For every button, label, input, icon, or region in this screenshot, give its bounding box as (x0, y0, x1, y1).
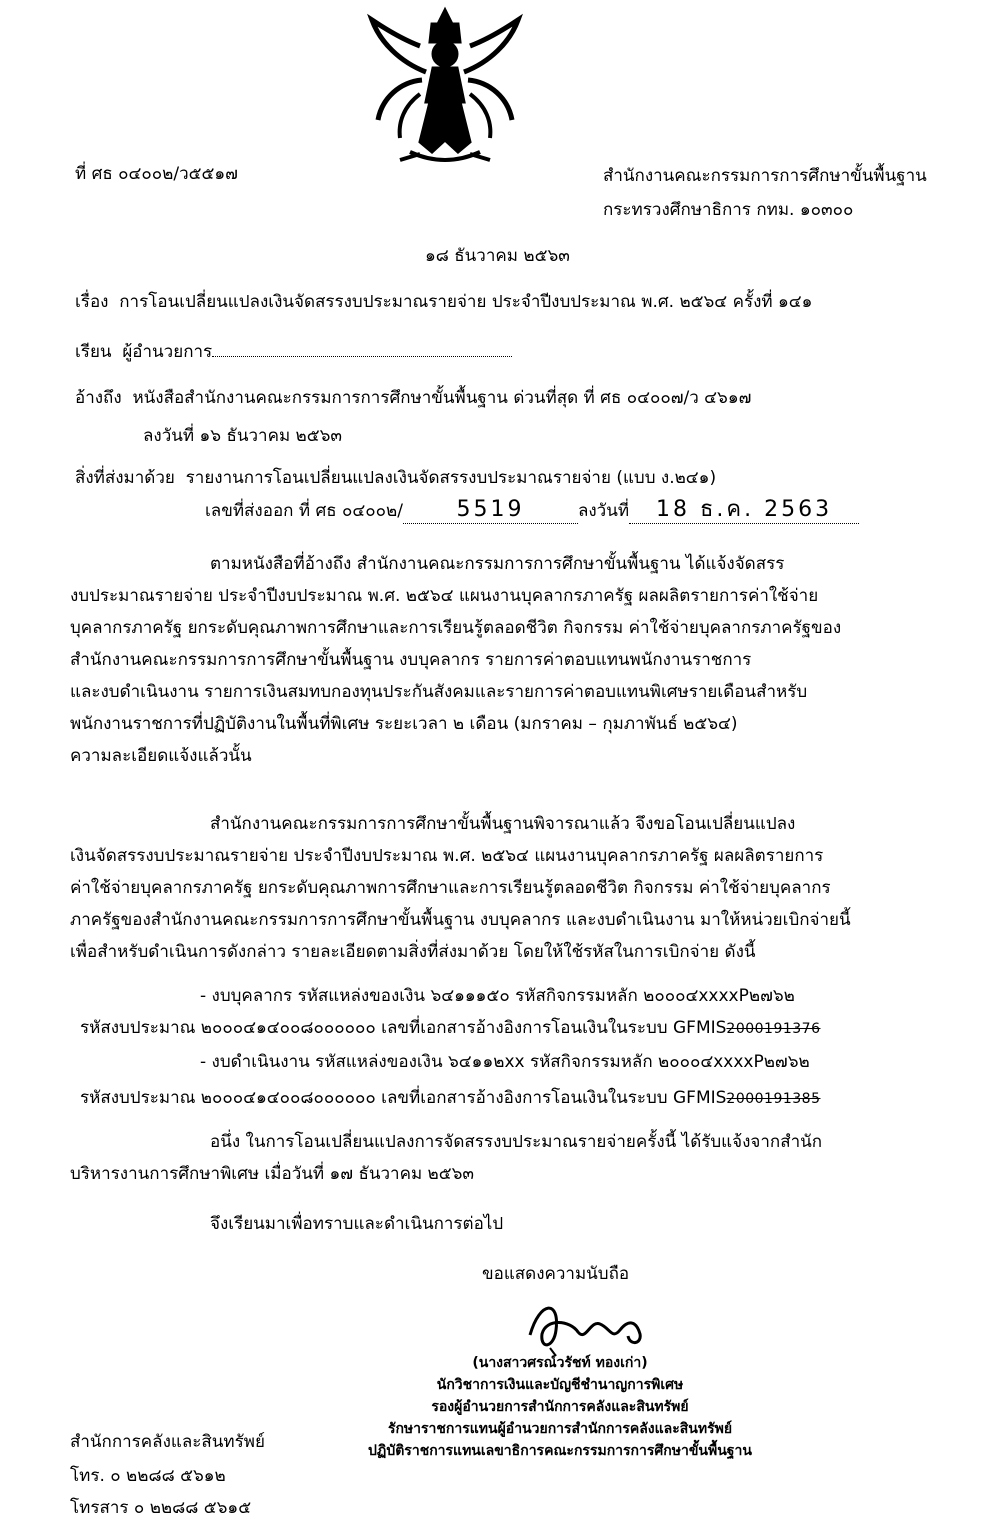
signer-name: (นางสาวศรณ์วรัชท์ ทองเก่า) (472, 1355, 648, 1371)
enclosure-export-line (205, 498, 859, 524)
closing-text: จึงเรียนมาเพื่อทราบและดำเนินการต่อไป (210, 1214, 504, 1234)
recipient-blank (212, 356, 512, 357)
footer-department: สำนักการคลังและสินทรัพย์ (70, 1432, 265, 1452)
signer-title-4: ปฏิบัติราชการแทนเลขาธิการคณะกรรมการการศึกษาขั้นพื้นฐาน (368, 1443, 752, 1459)
salutation: ขอแสดงความนับถือ (482, 1264, 630, 1284)
enclosure-text: รายงานการโอนเปลี่ยนแปลงเงินจัดสรรงบประมาณรายจ่าย (แบบ ง.๒๔๑) (185, 468, 717, 488)
paragraph-3 (70, 1126, 950, 1190)
paragraph-1-line: ความละเอียดแจ้งแล้วนั้น (70, 746, 252, 766)
item-2-line-1: - งบดำเนินงาน รหัสแหล่งของเงิน ๖๔๑๑๒xx รหัสกิจกรรมหลัก ๒๐๐๐๔xxxxP๒๗๖๒ (200, 1052, 810, 1072)
paragraph-3-line: บริหารงานการศึกษาพิเศษ เมื่อวันที่ ๑๗ ธันวาคม ๒๕๖๓ (70, 1164, 475, 1184)
letter-date: ๑๘ ธันวาคม ๒๕๖๓ (425, 246, 570, 266)
reference-line (75, 386, 751, 410)
handwritten-gfmis-1: 2000191376 (726, 1021, 821, 1037)
subject-line (75, 290, 812, 314)
office-address: กระทรวงศึกษาธิการ กทม. ๑๐๓๐๐ (603, 200, 854, 220)
paragraph-2-line: สำนักงานคณะกรรมการการศึกษาขั้นพื้นฐานพิจารณาแล้ว จึงขอโอนเปลี่ยนแปลง (210, 814, 796, 834)
office-name: สำนักงานคณะกรรมการการศึกษาขั้นพื้นฐาน (603, 166, 927, 186)
subject-label: เรื่อง (75, 292, 109, 312)
paragraph-2-line: เงินจัดสรรงบประมาณรายจ่าย ประจำปีงบประมาณ พ.ศ. ๒๕๖๔ แผนงานบุคลากรภาครัฐ ผลผลิตรายการ (70, 846, 824, 866)
reference-date: ลงวันที่ ๑๖ ธันวาคม ๒๕๖๓ (143, 426, 343, 446)
reference-text: หนังสือสำนักงานคณะกรรมการการศึกษาขั้นพื้นฐาน ด่วนที่สุด ที่ ศธ ๐๔๐๐๗/ว ๔๖๑๗ (132, 388, 752, 408)
paragraph-2 (70, 808, 950, 968)
enclosure-label: สิ่งที่ส่งมาด้วย (75, 468, 175, 488)
footer-telephone: โทร. ๐ ๒๒๘๘ ๕๖๑๒ (70, 1466, 226, 1486)
handwritten-export-number: 5519 (456, 497, 525, 522)
recipient-text: ผู้อำนวยการ (122, 342, 213, 362)
reference-number: ที่ ศธ ๐๔๐๐๒/ว๕๕๑๗ (75, 164, 238, 184)
paragraph-2-line: เพื่อสำหรับดำเนินการดังกล่าว รายละเอียดตามสิ่งที่ส่งมาด้วย โดยให้ใช้รหัสในการเบิกจ่าย ดังนี้ (70, 942, 756, 962)
paragraph-1-line: สำนักงานคณะกรรมการการศึกษาขั้นพื้นฐาน งบบุคลากร รายการค่าตอบแทนพนักงานราชการ (70, 650, 752, 670)
paragraph-2-line: ภาครัฐของสำนักงานคณะกรรมการการศึกษาขั้นพื้นฐาน งบบุคลากร และงบดำเนินงาน มาให้หน่วยเบิกจ่ายนี้ (70, 910, 851, 930)
item-1-line-1: - งบบุคลากร รหัสแหล่งของเงิน ๖๔๑๑๑๕๐ รหัสกิจกรรมหลัก ๒๐๐๐๔xxxxP๒๗๖๒ (200, 986, 795, 1006)
enclosure-line (75, 466, 716, 490)
signer-title-3: รักษาราชการแทนผู้อำนวยการสำนักการคลังและสินทรัพย์ (387, 1421, 733, 1437)
handwritten-export-date: 18 ธ.ค. 2563 (656, 497, 833, 522)
handwritten-gfmis-2: 2000191385 (726, 1091, 821, 1107)
paragraph-1-line: งบประมาณรายจ่าย ประจำปีงบประมาณ พ.ศ. ๒๕๖๔ แผนงานบุคลากรภาครัฐ ผลผลิตรายการค่าใช้จ่าย (70, 586, 819, 606)
paragraph-1 (70, 548, 950, 772)
garuda-emblem-icon (360, 2, 530, 172)
paragraph-2-line: ค่าใช้จ่ายบุคลากรภาครัฐ ยกระดับคุณภาพการศึกษาและการเรียนรู้ตลอดชีวิต กิจกรรม ค่าใช้จ่ายบุคลากร (70, 878, 831, 898)
paragraph-1-line: และงบดำเนินงาน รายการเงินสมทบกองทุนประกันสังคมและรายการค่าตอบแทนพิเศษรายเดือนสำหรับ (70, 682, 808, 702)
paragraph-1-line: ตามหนังสือที่อ้างถึง สำนักงานคณะกรรมการการศึกษาขั้นพื้นฐาน ได้แจ้งจัดสรร (210, 554, 785, 574)
recipient-line (75, 340, 512, 364)
item-1-line-2: รหัสงบประมาณ ๒๐๐๐๔๑๔๐๐๘๐๐๐๐๐๐ เลขที่เอกสารอ้างอิงการโอนเงินในระบบ GFMIS2000191376 (80, 1018, 821, 1038)
signer-title-2: รองผู้อำนวยการสำนักการคลังและสินทรัพย์ (431, 1399, 689, 1415)
subject-text: การโอนเปลี่ยนแปลงเงินจัดสรรงบประมาณรายจ่าย ประจำปีงบประมาณ พ.ศ. ๒๕๖๔ ครั้งที่ ๑๔๑ (119, 292, 813, 312)
recipient-label: เรียน (75, 342, 112, 362)
export-prefix: เลขที่ส่งออก ที่ ศธ ๐๔๐๐๒/ (205, 501, 403, 521)
item-2-line-2: รหัสงบประมาณ ๒๐๐๐๔๑๔๐๐๘๐๐๐๐๐๐ เลขที่เอกสารอ้างอิงการโอนเงินในระบบ GFMIS2000191385 (80, 1088, 821, 1108)
reference-label: อ้างถึง (75, 388, 122, 408)
signer-block (340, 1352, 780, 1462)
signer-title-1: นักวิชาการเงินและบัญชีชำนาญการพิเศษ (436, 1377, 684, 1393)
paragraph-1-line: พนักงานราชการที่ปฏิบัติงานในพื้นที่พิเศษ ระยะเวลา ๒ เดือน (มกราคม – กุมภาพันธ์ ๒๕๖๔) (70, 714, 738, 734)
paragraph-1-line: บุคลากรภาครัฐ ยกระดับคุณภาพการศึกษาและการเรียนรู้ตลอดชีวิต กิจกรรม ค่าใช้จ่ายบุคลากรภาครัฐของ (70, 618, 842, 638)
paragraph-3-line: อนึ่ง ในการโอนเปลี่ยนแปลงการจัดสรรงบประมาณรายจ่ายครั้งนี้ ได้รับแจ้งจากสำนัก (210, 1132, 823, 1152)
footer-fax: โทรสาร ๐ ๒๒๘๘ ๕๖๑๕ (70, 1498, 252, 1518)
signature-icon (520, 1290, 660, 1360)
export-date-label: ลงวันที่ (577, 501, 630, 521)
